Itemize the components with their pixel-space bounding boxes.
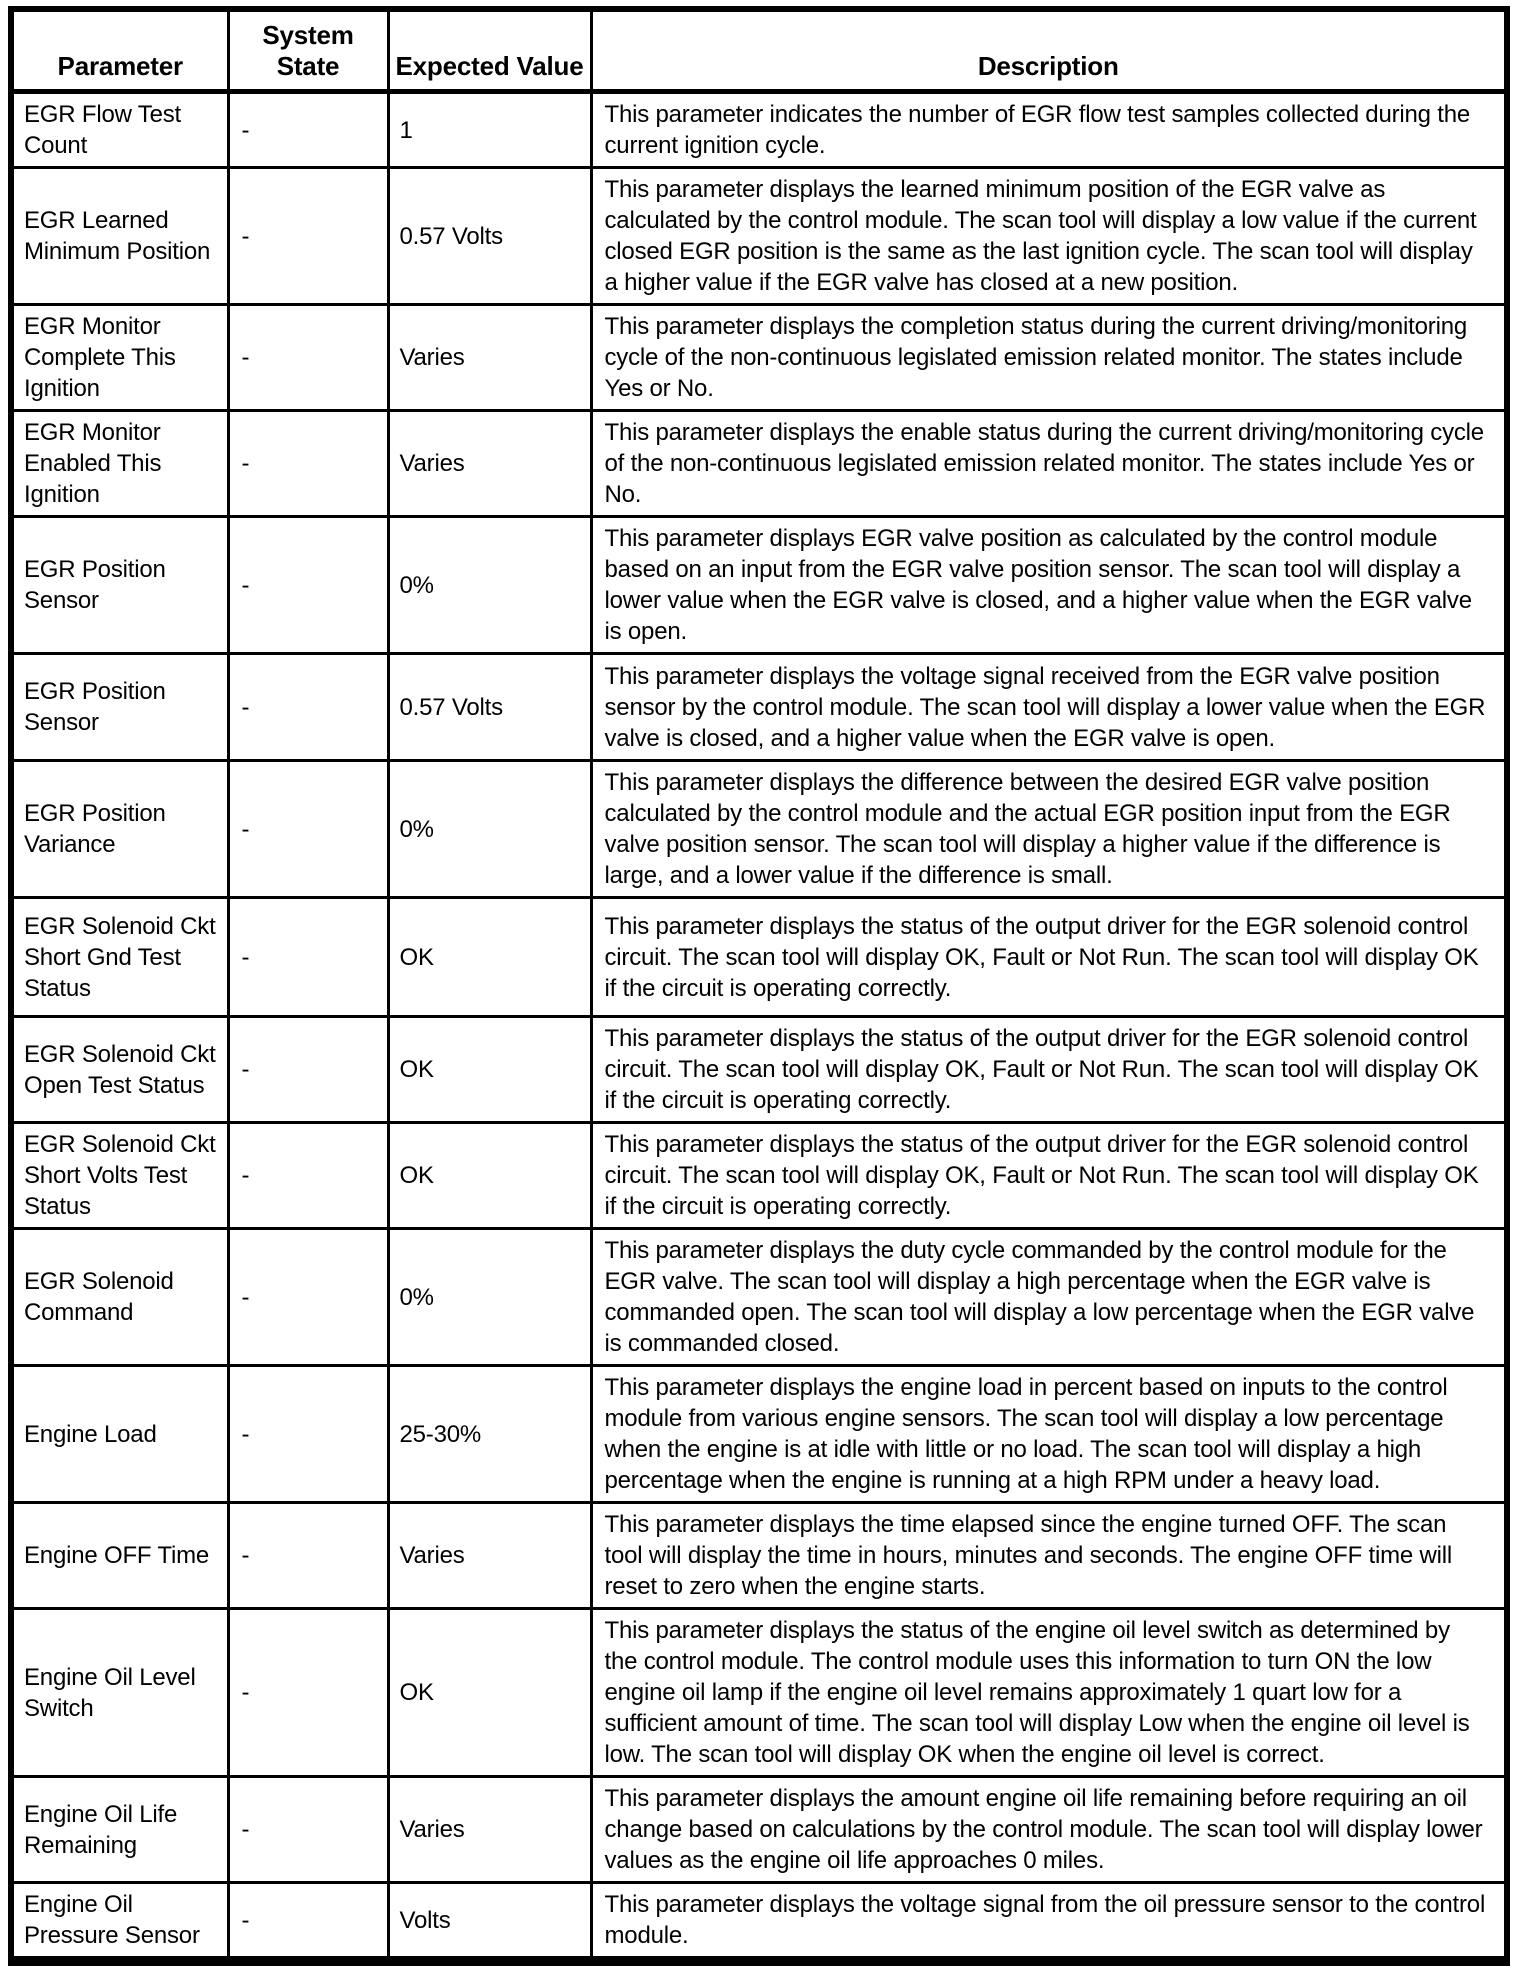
expected-value-cell: Varies: [388, 1503, 591, 1609]
system-state-cell: -: [228, 1503, 388, 1609]
description-cell: This parameter displays the voltage signal received from the EGR valve position sensor by the control module. The scan tool will display a lower value when the EGR valve is closed, and a higher value when the EGR valve is open.: [591, 654, 1507, 761]
description-cell: This parameter displays the time elapsed since the engine turned OFF. The scan tool will display the time in hours, minutes and seconds. The engine OFF time will reset to zero when the engine starts.: [591, 1503, 1507, 1609]
parameter-cell: EGR Position Variance: [11, 761, 228, 898]
system-state-cell: -: [228, 1883, 388, 1962]
description-cell: This parameter displays the enable status during the current driving/monitoring cycle of the non-continuous legislated emission related monitor. The states include Yes or No.: [591, 411, 1507, 517]
expected-value-cell: OK: [388, 1609, 591, 1777]
table-row: [11, 305, 1507, 411]
parameter-cell: Engine Oil Life Remaining: [11, 1777, 228, 1883]
parameter-cell: EGR Monitor Complete This Ignition: [11, 305, 228, 411]
col-header-system-state: System State: [228, 9, 388, 92]
system-state-cell: -: [228, 761, 388, 898]
table-row: [11, 898, 1507, 1017]
description-cell: This parameter displays the difference between the desired EGR valve position calculated by the control module and the actual EGR position input from the EGR valve position sensor. The scan tool will display a higher value if the difference is large, and a lower value if the difference is small.: [591, 761, 1507, 898]
table-row: [11, 761, 1507, 898]
system-state-cell: -: [228, 1123, 388, 1229]
parameter-cell: EGR Solenoid Ckt Open Test Status: [11, 1017, 228, 1123]
system-state-cell: -: [228, 1229, 388, 1366]
expected-value-cell: OK: [388, 1123, 591, 1229]
system-state-cell: -: [228, 92, 388, 168]
table-row: [11, 1123, 1507, 1229]
description-cell: This parameter displays the status of the output driver for the EGR solenoid control circuit. The scan tool will display OK, Fault or Not Run. The scan tool will display OK if the circuit is operating correctly.: [591, 1123, 1507, 1229]
parameter-cell: Engine OFF Time: [11, 1503, 228, 1609]
table-row: [11, 1777, 1507, 1883]
parameter-cell: EGR Solenoid Command: [11, 1229, 228, 1366]
col-header-description: Description: [591, 9, 1507, 92]
expected-value-cell: OK: [388, 898, 591, 1017]
expected-value-cell: 0.57 Volts: [388, 168, 591, 305]
description-cell: This parameter displays the engine load in percent based on inputs to the control module from various engine sensors. The scan tool will display a low percentage when the engine is at idle with little or no load. The scan tool will display a high percentage when the engine is running at a high RPM under a heavy load.: [591, 1366, 1507, 1503]
expected-value-cell: OK: [388, 1017, 591, 1123]
description-cell: This parameter displays the learned minimum position of the EGR valve as calculated by the control module. The scan tool will display a low value if the current closed EGR position is the same as the last ignition cycle. The scan tool will display a higher value if the EGR valve has closed at a new position.: [591, 168, 1507, 305]
expected-value-cell: 0.57 Volts: [388, 654, 591, 761]
col-header-parameter: Parameter: [11, 9, 228, 92]
table-row: [11, 1366, 1507, 1503]
parameter-cell: EGR Solenoid Ckt Short Gnd Test Status: [11, 898, 228, 1017]
system-state-cell: -: [228, 517, 388, 654]
table-row: [11, 517, 1507, 654]
expected-value-cell: Varies: [388, 305, 591, 411]
description-cell: This parameter displays EGR valve position as calculated by the control module based on an input from the EGR valve position sensor. The scan tool will display a lower value when the EGR valve is closed, and a higher value when the EGR valve is open.: [591, 517, 1507, 654]
description-cell: This parameter displays the status of the output driver for the EGR solenoid control circuit. The scan tool will display OK, Fault or Not Run. The scan tool will display OK if the circuit is operating correctly.: [591, 1017, 1507, 1123]
table-row: [11, 92, 1507, 168]
parameter-cell: EGR Position Sensor: [11, 654, 228, 761]
expected-value-cell: 0%: [388, 517, 591, 654]
parameter-cell: EGR Position Sensor: [11, 517, 228, 654]
expected-value-cell: 25-30%: [388, 1366, 591, 1503]
header-row: [11, 9, 1507, 92]
system-state-cell: -: [228, 411, 388, 517]
parameter-cell: Engine Oil Level Switch: [11, 1609, 228, 1777]
table-row: [11, 1017, 1507, 1123]
description-cell: This parameter displays the duty cycle commanded by the control module for the EGR valve. The scan tool will display a high percentage when the EGR valve is commanded open. The scan tool will display a low percentage when the EGR valve is commanded closed.: [591, 1229, 1507, 1366]
expected-value-cell: 0%: [388, 1229, 591, 1366]
system-state-cell: -: [228, 1609, 388, 1777]
description-cell: This parameter displays the voltage signal from the oil pressure sensor to the control module.: [591, 1883, 1507, 1962]
description-cell: This parameter displays the status of the engine oil level switch as determined by the control module. The control module uses this information to turn ON the low engine oil lamp if the engine oil level remains approximately 1 quart low for a sufficient amount of time. The scan tool will display Low when the engine oil level is low. The scan tool will display OK when the engine oil level is correct.: [591, 1609, 1507, 1777]
description-cell: This parameter displays the completion status during the current driving/monitoring cycle of the non-continuous legislated emission related monitor. The states include Yes or No.: [591, 305, 1507, 411]
col-header-expected-value: Expected Value: [388, 9, 591, 92]
expected-value-cell: 0%: [388, 761, 591, 898]
parameter-cell: EGR Monitor Enabled This Ignition: [11, 411, 228, 517]
system-state-cell: -: [228, 305, 388, 411]
table-row: [11, 1503, 1507, 1609]
system-state-cell: -: [228, 1777, 388, 1883]
parameter-cell: Engine Oil Pressure Sensor: [11, 1883, 228, 1962]
table-row: [11, 411, 1507, 517]
expected-value-cell: Varies: [388, 411, 591, 517]
scan-tool-parameter-table: [8, 6, 1510, 1966]
table-row: [11, 1609, 1507, 1777]
table-row: [11, 168, 1507, 305]
parameter-cell: EGR Solenoid Ckt Short Volts Test Status: [11, 1123, 228, 1229]
description-cell: This parameter displays the status of the output driver for the EGR solenoid control circuit. The scan tool will display OK, Fault or Not Run. The scan tool will display OK if the circuit is operating correctly.: [591, 898, 1507, 1017]
table-row: [11, 1229, 1507, 1366]
parameter-cell: EGR Flow Test Count: [11, 92, 228, 168]
description-cell: This parameter displays the amount engine oil life remaining before requiring an oil change based on calculations by the control module. The scan tool will display lower values as the engine oil life approaches 0 miles.: [591, 1777, 1507, 1883]
description-cell: This parameter indicates the number of EGR flow test samples collected during the current ignition cycle.: [591, 92, 1507, 168]
system-state-cell: -: [228, 654, 388, 761]
expected-value-cell: Varies: [388, 1777, 591, 1883]
parameter-cell: Engine Load: [11, 1366, 228, 1503]
expected-value-cell: 1: [388, 92, 591, 168]
system-state-cell: -: [228, 898, 388, 1017]
table-row: [11, 654, 1507, 761]
system-state-cell: -: [228, 1366, 388, 1503]
expected-value-cell: Volts: [388, 1883, 591, 1962]
parameter-cell: EGR Learned Minimum Position: [11, 168, 228, 305]
system-state-cell: -: [228, 1017, 388, 1123]
table-row: [11, 1883, 1507, 1962]
system-state-cell: -: [228, 168, 388, 305]
